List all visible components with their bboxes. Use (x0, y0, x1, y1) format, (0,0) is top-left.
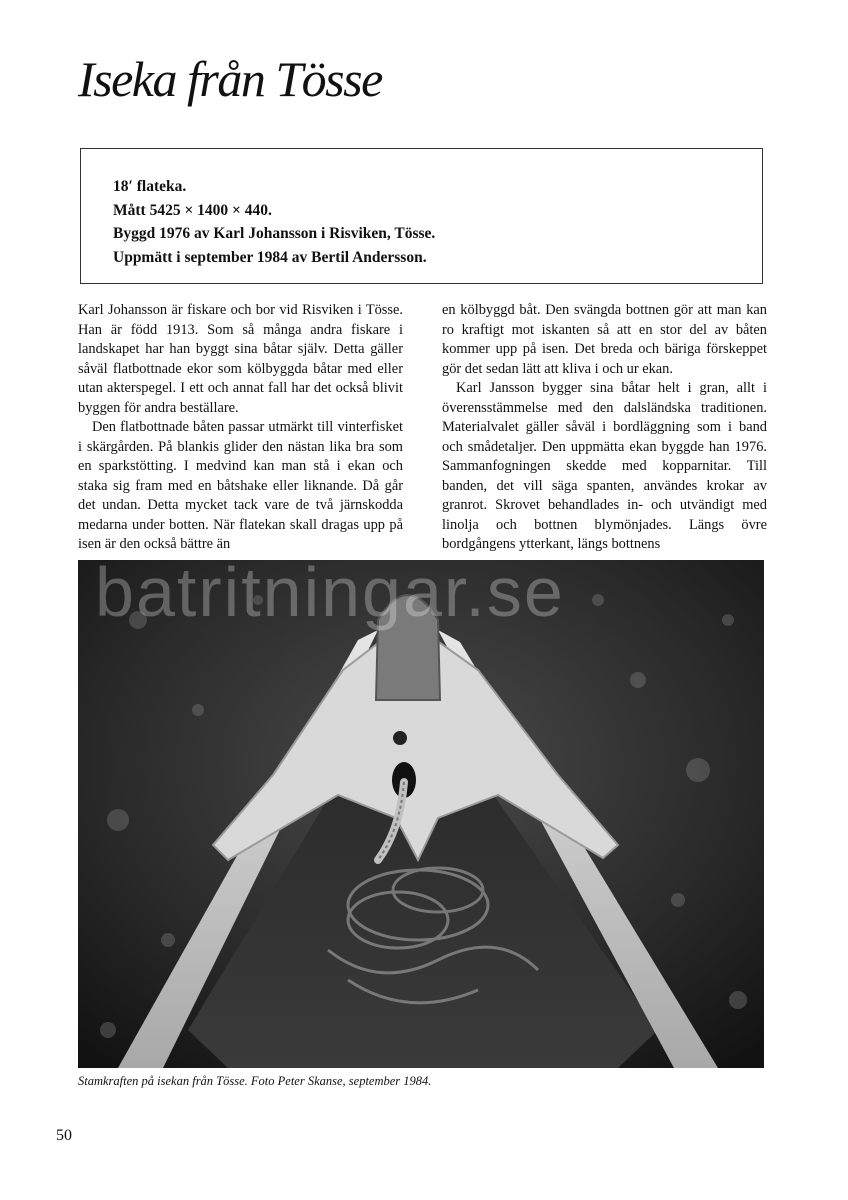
paragraph: Karl Johansson är fiskare och bor vid Risviken i Tösse. Han är född 1913. Som så många andra fiskare i landskapet har han byggt sina båtar själv. Detta gäller såväl flatbottnade ekor som kölbyggda båtar med eller utan akterspegel. I ett och annat fall har det också blivit byggen för andra beställare. (78, 302, 403, 416)
paragraph: Den flatbottnade båten passar utmärkt till vinterfisket i skärgården. På blankis glider den nästan lika bra som en sparkstötting. I medvind kan man stå i ekan och staka sig fram med en båtshake eller liknande. Då går det undan. Detta mycket tack vare de två järnskodda medarna under botten. När flatekan skall dragas upp på isen är den också bättre än (78, 419, 403, 552)
spec-line-measured: Uppmätt i september 1984 av Bertil Andersson. (113, 248, 427, 266)
spec-line-type: 18′ flateka. (113, 178, 187, 195)
page-title: Iseka från Tösse (78, 51, 382, 107)
boat-photo (78, 560, 764, 1068)
paragraph: Karl Jansson bygger sina båtar helt i gran, allt i överensstämmelse med den dalsländska traditionen. Materialvalet gäller såväl i bordläggning som i band och smådetaljer. Den uppmätta ekan byggde han 1976. Sammanfogningen skedde med kopparnitar. Till banden, det vill säga spanten, användes krokar av granrot. Skrovet behandlades in- och utvändigt med linolja och bottnen blymönjades. Längs övre bordgångens ytterkant, längs bottnens (442, 380, 767, 552)
photo-caption: Stamkraften på isekan från Tösse. Foto Peter Skanse, september 1984. (78, 1074, 432, 1088)
paragraph: en kölbyggd båt. Den svängda bottnen gör att man kan ro kraftigt mot iskanten så att en stor del av båten kommer upp på isen. Det breda och bäriga förskeppet gör det sedan lätt att kliva i och ur ekan. (442, 302, 767, 377)
copyright-watermark: © batritningar.se (20, 553, 565, 631)
text-column-left (78, 301, 403, 555)
text-column-right (442, 301, 767, 555)
spec-line-builder: Byggd 1976 av Karl Johansson i Risviken, Tösse. (113, 225, 436, 242)
spec-line-dimensions: Mått 5425 × 1400 × 440. (113, 201, 272, 219)
specification-box (80, 148, 763, 284)
page-number: 50 (56, 1127, 72, 1144)
